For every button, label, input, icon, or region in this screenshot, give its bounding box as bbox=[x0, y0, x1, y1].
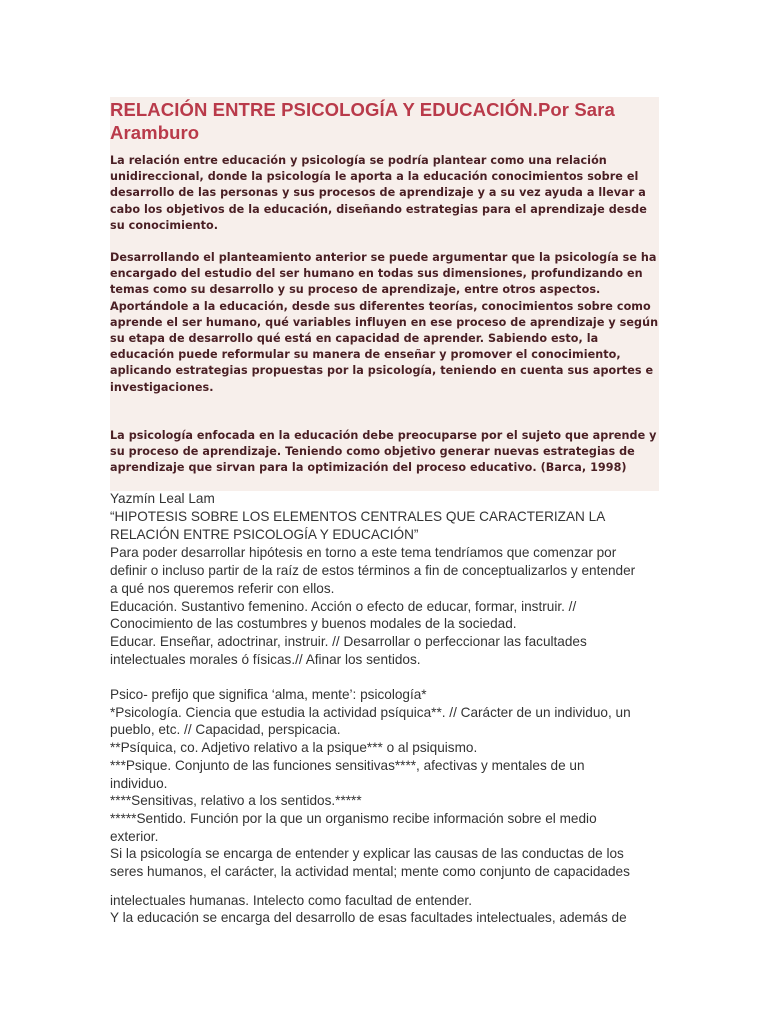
body-text-line: Conocimiento de las costumbres y buenos modales de la sociedad. bbox=[110, 616, 517, 631]
body-text-line: Para poder desarrollar hipótesis en torno a este tema tendríamos que comenzar por bbox=[110, 545, 617, 560]
body-text-line: intelectuales morales ó físicas.// Afinar los sentidos. bbox=[110, 652, 421, 667]
highlight-paragraph-2: Desarrollando el planteamiento anterior se puede argumentar que la psicología se ha encargado del estudio del ser humano en todas sus dimensiones, profundizando en temas como su desarrollo y su proceso de aprendizaje, entre otros aspectos. Aportándole a la educación, desde sus diferentes teorías, conocimientos sobre como aprende el ser humano, qué variables influyen en ese proceso de aprendizaje y según su etapa de desarrollo qué está en capacidad de aprender. Sabiendo esto, la educación puede reformular su manera de enseñar y promover el conocimiento, aplicando estrategias propuestas por la psicología, teniendo en cuenta sus aportes e investigaciones. bbox=[110, 251, 659, 394]
author-line: Yazmín Leal Lam bbox=[110, 491, 215, 506]
body-text-line: intelectuales humanas. Intelecto como facultad de entender. bbox=[110, 893, 472, 908]
body-text-line: pueblo, etc. // Capacidad, perspicacia. bbox=[110, 722, 341, 737]
body-text-line: definir o incluso partir de la raíz de estos términos a fin de conceptualizarlos y entender bbox=[110, 563, 636, 578]
body-text-line: ***Psique. Conjunto de las funciones sensitivas****, afectivas y mentales de un bbox=[110, 758, 585, 773]
body-text-line: **Psíquica, co. Adjetivo relativo a la psique*** o al psiquismo. bbox=[110, 740, 478, 755]
body-text-line: Psico- prefijo que significa ‘alma, mente’: psicología* bbox=[110, 687, 427, 702]
highlight-paragraph-3: La psicología enfocada en la educación debe preocuparse por el sujeto que aprende y su proceso de aprendizaje. Teniendo como objetivo generar nuevas estrategias de aprendizaje que sirvan para la optimización del proceso educativo. (Barca, 1998) bbox=[110, 429, 657, 475]
body-text-line: seres humanos, el carácter, la actividad mental; mente como conjunto de capacidades bbox=[110, 864, 630, 879]
body-text-line: *Psicología. Ciencia que estudia la actividad psíquica**. // Carácter de un individuo, un bbox=[110, 705, 631, 720]
body-text-line: Educación. Sustantivo femenino. Acción o efecto de educar, formar, instruir. // bbox=[110, 599, 577, 614]
section-title: RELACIÓN ENTRE PSICOLOGÍA Y EDUCACIÓN.Por Sara Aramburo bbox=[110, 99, 615, 143]
body-text-line: Y la educación se encarga del desarrollo de esas facultades intelectuales, además de bbox=[110, 910, 627, 925]
body-text-line: individuo. bbox=[110, 776, 168, 791]
hypothesis-title-line-1: “HIPOTESIS SOBRE LOS ELEMENTOS CENTRALES QUE CARACTERIZAN LA bbox=[110, 509, 606, 524]
body-text-line: *****Sentido. Función por la que un organismo recibe información sobre el medio bbox=[110, 811, 597, 826]
body-text-line: ****Sensitivas, relativo a los sentidos.***** bbox=[110, 793, 362, 808]
body-text-line: exterior. bbox=[110, 829, 159, 844]
body-text-line: Si la psicología se encarga de entender y explicar las causas de las conductas de los bbox=[110, 846, 624, 861]
body-text-line: Educar. Enseñar, adoctrinar, instruir. // Desarrollar o perfeccionar las facultades bbox=[110, 634, 587, 649]
body-text-line: a qué nos queremos referir con ellos. bbox=[110, 581, 335, 596]
hypothesis-title-line-2: RELACIÓN ENTRE PSICOLOGÍA Y EDUCACIÓN” bbox=[110, 527, 419, 542]
highlight-paragraph-1: La relación entre educación y psicología se podría plantear como una relación unidireccional, donde la psicología le aporta a la educación conocimientos sobre el desarrollo de las personas y sus procesos de aprendizaje y a su vez ayuda a llevar a cabo los objetivos de la educación, diseñando estrategias para el aprendizaje desde su conocimiento. bbox=[110, 154, 647, 232]
